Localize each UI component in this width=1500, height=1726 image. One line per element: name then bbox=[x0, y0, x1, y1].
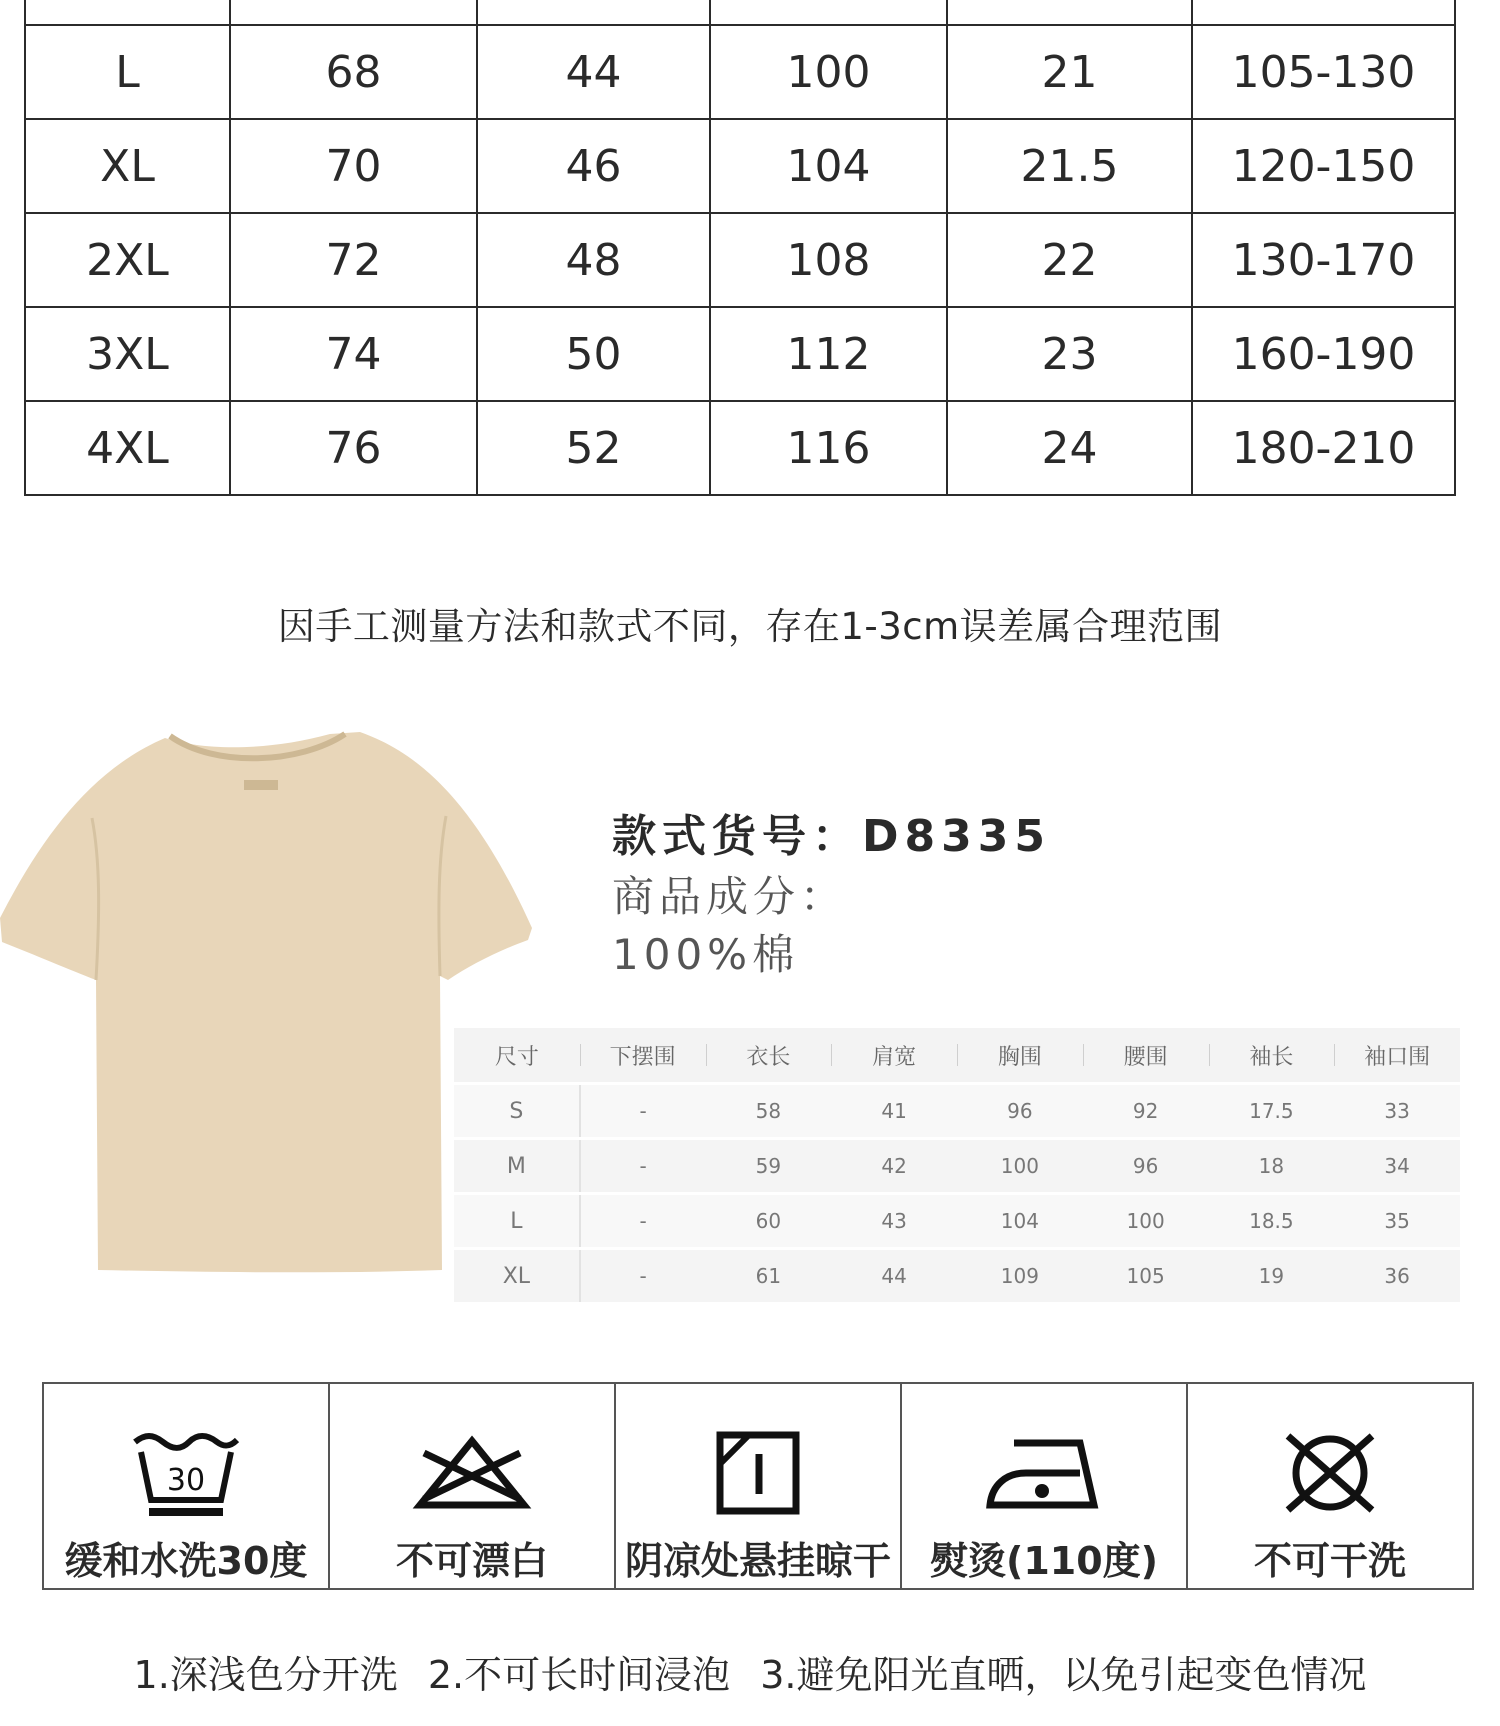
column-header: 袖长 bbox=[1209, 1028, 1335, 1084]
column-header: 衣长 bbox=[706, 1028, 832, 1084]
table-cell: - bbox=[580, 1139, 706, 1194]
table-header-row bbox=[454, 1028, 1460, 1084]
care-item-iron bbox=[900, 1384, 1186, 1588]
table-row bbox=[25, 25, 1455, 119]
table-cell: 96 bbox=[957, 1084, 1083, 1139]
table-row bbox=[25, 307, 1455, 401]
table-cell: M bbox=[454, 1139, 580, 1194]
table-cell: 105 bbox=[1083, 1249, 1209, 1303]
table-cell: 100 bbox=[1083, 1194, 1209, 1249]
table-cell: 105-130 bbox=[1192, 25, 1455, 119]
table-cell: 61 bbox=[706, 1249, 832, 1303]
table-cell bbox=[947, 0, 1192, 25]
tshirt-body-shape bbox=[0, 732, 532, 1272]
table-cell bbox=[230, 0, 477, 25]
table-row bbox=[25, 213, 1455, 307]
table-cell: 33 bbox=[1334, 1084, 1460, 1139]
table-cell: 92 bbox=[1083, 1084, 1209, 1139]
column-header: 肩宽 bbox=[831, 1028, 957, 1084]
size-cell: 2XL bbox=[25, 213, 230, 307]
table-cell: 109 bbox=[957, 1249, 1083, 1303]
table-cell: 96 bbox=[1083, 1139, 1209, 1194]
style-number: 款式货号：D8335 bbox=[612, 811, 1051, 862]
table-cell: S bbox=[454, 1084, 580, 1139]
size-cell: 4XL bbox=[25, 401, 230, 495]
table-cell: 60 bbox=[706, 1194, 832, 1249]
table-cell: 18.5 bbox=[1209, 1194, 1335, 1249]
table-cell: 24 bbox=[947, 401, 1192, 495]
size-cell: L bbox=[25, 25, 230, 119]
detail-table-body bbox=[454, 1084, 1460, 1303]
table-cell: 44 bbox=[831, 1249, 957, 1303]
line-dry-shade-icon bbox=[715, 1428, 801, 1518]
detail-table-head bbox=[454, 1028, 1460, 1084]
table-cell: 120-150 bbox=[1192, 119, 1455, 213]
composition-value: 100%棉 bbox=[612, 930, 800, 979]
care-label: 不可漂白 bbox=[395, 1539, 548, 1583]
table-cell: 52 bbox=[477, 401, 710, 495]
column-header: 胸围 bbox=[957, 1028, 1083, 1084]
no-dry-clean-icon bbox=[1280, 1428, 1380, 1518]
care-item-dry bbox=[614, 1384, 900, 1588]
table-row bbox=[25, 0, 1455, 25]
table-row bbox=[454, 1139, 1460, 1194]
table-cell: 18 bbox=[1209, 1139, 1335, 1194]
table-cell: 160-190 bbox=[1192, 307, 1455, 401]
table-cell: 21 bbox=[947, 25, 1192, 119]
table-cell: 180-210 bbox=[1192, 401, 1455, 495]
table-cell: 100 bbox=[710, 25, 947, 119]
table-cell: 76 bbox=[230, 401, 477, 495]
table-row bbox=[25, 119, 1455, 213]
table-cell: - bbox=[580, 1249, 706, 1303]
care-instructions bbox=[42, 1382, 1474, 1590]
table-cell: 34 bbox=[1334, 1139, 1460, 1194]
table-cell: 19 bbox=[1209, 1249, 1335, 1303]
table-cell: 104 bbox=[710, 119, 947, 213]
tshirt-neck-label bbox=[244, 780, 278, 790]
table-cell: 116 bbox=[710, 401, 947, 495]
table-cell: - bbox=[580, 1194, 706, 1249]
table-cell: 50 bbox=[477, 307, 710, 401]
care-label: 不可干洗 bbox=[1253, 1539, 1406, 1583]
table-cell: 70 bbox=[230, 119, 477, 213]
table-cell: 58 bbox=[706, 1084, 832, 1139]
table-cell: XL bbox=[454, 1249, 580, 1303]
table-cell: L bbox=[454, 1194, 580, 1249]
table-cell bbox=[477, 0, 710, 25]
table-cell: 72 bbox=[230, 213, 477, 307]
size-cell: XL bbox=[25, 119, 230, 213]
table-cell: 43 bbox=[831, 1194, 957, 1249]
table-cell: - bbox=[580, 1084, 706, 1139]
no-bleach-icon bbox=[412, 1428, 532, 1518]
column-header: 尺寸 bbox=[454, 1028, 580, 1084]
care-label: 熨烫(110度) bbox=[929, 1539, 1159, 1583]
table-cell: 112 bbox=[710, 307, 947, 401]
table-cell bbox=[25, 0, 230, 25]
table-row bbox=[25, 401, 1455, 495]
table-cell: 68 bbox=[230, 25, 477, 119]
table-cell: 130-170 bbox=[1192, 213, 1455, 307]
iron-icon bbox=[984, 1428, 1104, 1518]
table-cell: 59 bbox=[706, 1139, 832, 1194]
table-cell: 36 bbox=[1334, 1249, 1460, 1303]
table-cell: 46 bbox=[477, 119, 710, 213]
care-item-wash bbox=[44, 1384, 328, 1588]
wash-30-icon bbox=[131, 1428, 241, 1518]
table-cell: 42 bbox=[831, 1139, 957, 1194]
care-item-dryclean bbox=[1186, 1384, 1472, 1588]
washing-tips: 1.深浅色分开洗 2.不可长时间浸泡 3.避免阳光直晒，以免引起变色情况 bbox=[133, 1653, 1367, 1697]
table-cell: 44 bbox=[477, 25, 710, 119]
wash-temperature: 30 bbox=[166, 1463, 206, 1498]
table-cell: 23 bbox=[947, 307, 1192, 401]
care-item-bleach bbox=[328, 1384, 614, 1588]
measurement-note: 因手工测量方法和款式不同，存在1-3cm误差属合理范围 bbox=[277, 605, 1223, 648]
care-label: 阴凉处悬挂晾干 bbox=[624, 1539, 891, 1583]
size-cell: 3XL bbox=[25, 307, 230, 401]
table-cell: 21.5 bbox=[947, 119, 1192, 213]
table-cell: 108 bbox=[710, 213, 947, 307]
column-header: 腰围 bbox=[1083, 1028, 1209, 1084]
table-cell: 41 bbox=[831, 1084, 957, 1139]
table-row bbox=[454, 1084, 1460, 1139]
care-label: 缓和水洗30度 bbox=[64, 1539, 308, 1583]
table-cell: 74 bbox=[230, 307, 477, 401]
column-header: 袖口围 bbox=[1334, 1028, 1460, 1084]
table-row bbox=[454, 1194, 1460, 1249]
column-header: 下摆围 bbox=[580, 1028, 706, 1084]
table-cell: 48 bbox=[477, 213, 710, 307]
size-table-body bbox=[25, 0, 1455, 495]
table-cell: 35 bbox=[1334, 1194, 1460, 1249]
table-cell: 22 bbox=[947, 213, 1192, 307]
table-cell: 100 bbox=[957, 1139, 1083, 1194]
table-cell: 104 bbox=[957, 1194, 1083, 1249]
detail-size-table bbox=[454, 1028, 1460, 1302]
size-table bbox=[24, 0, 1456, 496]
table-row bbox=[454, 1249, 1460, 1303]
table-cell bbox=[1192, 0, 1455, 25]
table-cell bbox=[710, 0, 947, 25]
table-cell: 17.5 bbox=[1209, 1084, 1335, 1139]
composition-label: 商品成分： bbox=[612, 872, 848, 921]
